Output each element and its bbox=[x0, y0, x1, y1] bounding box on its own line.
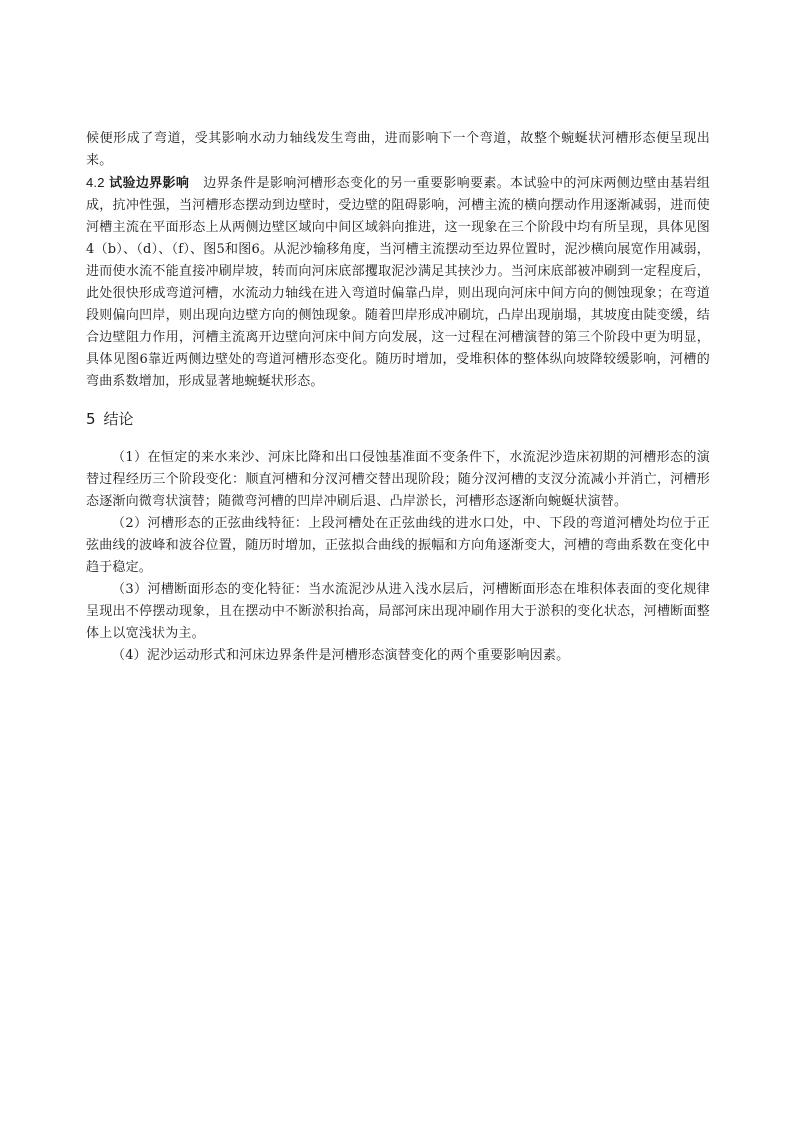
subsection-body: 边界条件是影响河槽形态变化的另一重要影响要素。本试验中的河床两侧边壁由基岩组成，抗冲性强，当河槽形态摆动到边壁时，受边壁的阻碍影响，河槽主流的横向摆动作用逐渐减弱，进而使河槽主流在平面形态上从两侧边壁区域向中间区域斜向推进，这一现象在三个阶段中均有所呈现，具体见图4（b）、（d）、（f）、图5和图6。从泥沙输移角度，当河槽主流摆动至边界位置时，泥沙横向展宽作用减弱，进而使水流不能直接冲刷岸坡，转而向河床底部攫取泥沙满足其挟沙力。当河床底部被冲刷到一定程度后，此处很快形成弯道河槽，水流动力轴线在进入弯道时偏靠凸岸，则出现向河床中间方向的侧蚀现象；在弯道段则偏向凹岸，则出现向边壁方向的侧蚀现象。随着凹岸形成冲刷坑，凸岸出现崩塌，其坡度由陡变缓，结合边壁阻力作用，河槽主流离开边壁向河床中间方向发展，这一过程在河槽演替的第三个阶段中更为明显，具体见图6靠近两侧边壁处的弯道河槽形态变化。随历时增加，受堆积体的整体纵向坡降较缓影响，河槽的弯曲系数增加，形成显著地蜿蜒状形态。 bbox=[86, 176, 710, 389]
conclusion-item-3: （3）河槽断面形态的变化特征：当水流泥沙从进入浅水层后，河槽断面形态在堆积体表面的变化规律呈现出不停摆动现象，且在摆动中不断淤积抬高，局部河床出现冲刷作用大于淤积的变化状态，河槽断面整体上以宽浅状为主。 bbox=[86, 582, 710, 641]
conclusion-item-2: （2）河槽形态的正弦曲线特征：上段河槽处在正弦曲线的进水口处，中、下段的弯道河槽处均位于正弦曲线的波峰和波谷位置，随历时增加，正弦拟合曲线的振幅和方向角逐渐变大，河槽的弯曲系数在变化中趋于稳定。 bbox=[86, 516, 710, 575]
subsection-title: 试验边界影响 bbox=[109, 176, 190, 191]
section-heading bbox=[86, 407, 710, 431]
section-number: 5 bbox=[86, 410, 96, 428]
conclusion-item-1: （1）在恒定的来水来沙、河床比降和出口侵蚀基准面不变条件下，水流泥沙造床初期的河槽形态的演替过程经历三个阶段变化：顺直河槽和分汊河槽交替出现阶段；随分汊河槽的支汊分流减小并消亡，河槽形态逐渐向微弯状演替；随微弯河槽的凹岸冲刷后退、凸岸淤长，河槽形态逐渐向蜿蜒状演替。 bbox=[86, 450, 710, 509]
continuation-paragraph: 候便形成了弯道，受其影响水动力轴线发生弯曲，进而影响下一个弯道，故整个蜿蜒状河槽形态便呈现出来。 bbox=[86, 131, 710, 168]
subsection-4-2-paragraph bbox=[86, 172, 710, 393]
section-title: 结论 bbox=[103, 410, 134, 428]
page-body bbox=[86, 128, 710, 667]
conclusion-item-4: （4）泥沙运动形式和河床边界条件是河槽形态演替变化的两个重要影响因素。 bbox=[112, 648, 570, 663]
subsection-number: 4.2 bbox=[86, 175, 105, 190]
